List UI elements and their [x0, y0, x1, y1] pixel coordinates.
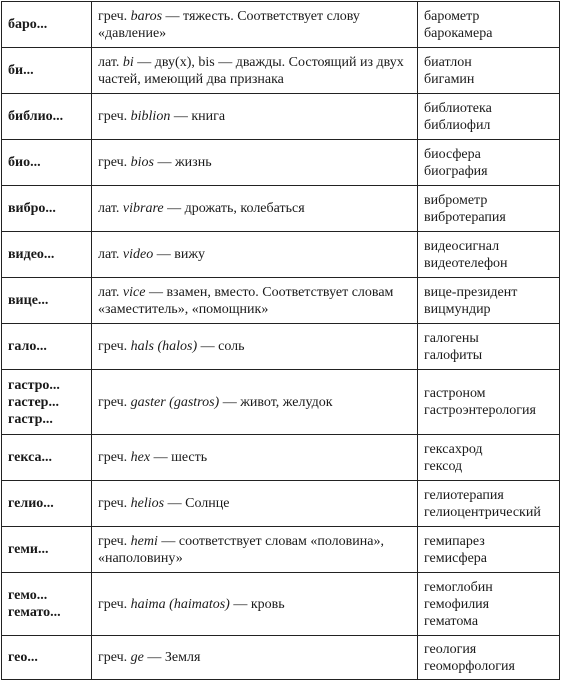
origin-cell: [92, 278, 418, 324]
example-word: гастроэнтерология: [424, 403, 536, 418]
example-word: вибротерапия: [424, 209, 506, 225]
origin-meaning: — дву(х), bis — дважды. Состоящий из двух частей, имеющий два признака: [98, 54, 404, 87]
origin-language: греч.: [98, 596, 128, 612]
origin-meaning: — соль: [200, 339, 245, 354]
prefix-text: био...: [8, 155, 41, 170]
origin-cell: [92, 324, 418, 370]
example-word: гемисфера: [424, 550, 488, 566]
example-word: биатлон: [424, 54, 472, 70]
table-row: [2, 2, 560, 48]
prefix-cell: [2, 94, 92, 140]
prefix-text: гео...: [8, 650, 38, 665]
origin-language: греч.: [98, 394, 128, 410]
example-word: гемоглобин: [424, 579, 493, 595]
example-word: вицмундир: [424, 301, 491, 317]
origin-language: греч.: [98, 339, 128, 354]
prefix-text: гастер...: [8, 394, 59, 410]
table-row: [2, 140, 560, 186]
table-row: [2, 481, 560, 527]
prefix-table: [1, 1, 560, 680]
table-row: [2, 370, 560, 435]
table-row: [2, 435, 560, 481]
example-word: гелиотерапия: [424, 487, 504, 503]
origin-language: греч.: [98, 650, 128, 665]
prefix-cell: [2, 481, 92, 527]
example-word: гастроном: [424, 386, 486, 401]
examples-cell: [418, 2, 560, 48]
origin-term: hemi: [130, 533, 158, 549]
example-word: гексахрод: [424, 441, 483, 457]
prefix-cell: [2, 48, 92, 94]
origin-cell: [92, 94, 418, 140]
origin-language: греч.: [98, 496, 128, 511]
origin-meaning: — Земля: [147, 650, 201, 665]
origin-language: греч.: [98, 450, 128, 465]
example-word: геология: [424, 641, 477, 657]
examples-cell: [418, 186, 560, 232]
origin-cell: [92, 527, 418, 573]
prefix-text: баро...: [8, 17, 48, 32]
examples-cell: [418, 573, 560, 636]
origin-cell: [92, 636, 418, 680]
prefix-table-body: [2, 2, 560, 680]
origin-cell: [92, 48, 418, 94]
prefix-cell: [2, 278, 92, 324]
origin-term: bi: [122, 54, 134, 70]
example-word: видеосигнал: [424, 238, 500, 254]
example-word: биосфера: [424, 146, 481, 162]
prefix-text: вибро...: [8, 201, 56, 216]
origin-term: biblion: [130, 109, 171, 124]
example-word: гелиоцентрический: [424, 504, 541, 520]
origin-cell: [92, 370, 418, 435]
prefix-cell: [2, 324, 92, 370]
example-word: библиотека: [424, 100, 492, 116]
origin-meaning: — взамен, вместо. Соответствует словам «заместитель», «помощник»: [98, 284, 394, 317]
example-word: вице-президент: [424, 284, 518, 300]
origin-meaning: — живот, желудок: [222, 394, 333, 410]
origin-cell: [92, 481, 418, 527]
prefix-cell: [2, 573, 92, 636]
example-word: гемофилия: [424, 596, 490, 612]
origin-language: греч.: [98, 8, 128, 24]
example-word: гематома: [424, 613, 479, 629]
prefix-text: би...: [8, 63, 34, 78]
origin-meaning: — кровь: [233, 596, 285, 612]
examples-cell: [418, 527, 560, 573]
table-row: [2, 573, 560, 636]
examples-cell: [418, 435, 560, 481]
examples-cell: [418, 324, 560, 370]
examples-cell: [418, 140, 560, 186]
examples-cell: [418, 481, 560, 527]
origin-cell: [92, 573, 418, 636]
origin-term: hex: [130, 450, 151, 465]
origin-term: vibrare: [122, 201, 164, 216]
prefix-cell: [2, 370, 92, 435]
example-word: видеотелефон: [424, 255, 508, 271]
origin-term: gaster (gastros): [130, 394, 220, 410]
prefix-cell: [2, 435, 92, 481]
prefix-text: гемато...: [8, 605, 61, 620]
prefix-cell: [2, 636, 92, 680]
example-word: галофиты: [424, 347, 483, 363]
example-word: бигамин: [424, 71, 475, 87]
origin-cell: [92, 435, 418, 481]
table-row: [2, 48, 560, 94]
origin-cell: [92, 232, 418, 278]
origin-language: лат.: [98, 54, 120, 70]
origin-term: hals (halos): [130, 339, 198, 354]
example-word: виброметр: [424, 192, 488, 208]
prefix-text: библио...: [8, 109, 64, 124]
origin-meaning: — Солнце: [167, 496, 230, 511]
prefix-cell: [2, 2, 92, 48]
origin-meaning: — дрожать, колебаться: [167, 201, 305, 216]
prefix-text: гало...: [8, 339, 47, 354]
origin-language: лат.: [98, 284, 120, 300]
origin-cell: [92, 2, 418, 48]
prefix-text: гелио...: [8, 496, 54, 511]
example-word: барокамера: [424, 25, 493, 41]
origin-term: haima (haimatos): [130, 596, 230, 612]
prefix-text: гекса...: [8, 450, 52, 465]
origin-language: лат.: [98, 201, 120, 216]
origin-term: helios: [130, 496, 165, 511]
example-word: библиофил: [424, 117, 491, 133]
origin-term: video: [122, 247, 154, 262]
example-word: барометр: [424, 8, 480, 24]
example-word: галогены: [424, 330, 479, 346]
example-word: гексод: [424, 458, 463, 474]
prefix-text: геми...: [8, 542, 49, 557]
examples-cell: [418, 94, 560, 140]
prefix-cell: [2, 140, 92, 186]
examples-cell: [418, 278, 560, 324]
examples-cell: [418, 232, 560, 278]
origin-language: лат.: [98, 247, 120, 262]
examples-cell: [418, 370, 560, 435]
table-row: [2, 232, 560, 278]
prefix-text: гастр...: [8, 411, 53, 427]
example-word: геоморфология: [424, 658, 515, 674]
origin-term: baros: [130, 8, 163, 24]
origin-meaning: — жизнь: [157, 155, 212, 170]
examples-cell: [418, 48, 560, 94]
table-row: [2, 186, 560, 232]
prefix-text: гемо...: [8, 588, 48, 603]
origin-meaning: — книга: [173, 109, 226, 124]
example-word: биография: [424, 163, 488, 179]
prefix-cell: [2, 232, 92, 278]
prefix-text: гастро...: [8, 377, 60, 393]
origin-language: греч.: [98, 109, 128, 124]
table-row: [2, 527, 560, 573]
origin-meaning: — шесть: [153, 450, 208, 465]
table-row: [2, 94, 560, 140]
table-row: [2, 324, 560, 370]
origin-cell: [92, 140, 418, 186]
origin-language: греч.: [98, 155, 128, 170]
examples-cell: [418, 636, 560, 680]
table-row: [2, 636, 560, 680]
origin-meaning: — соответствует словам «половина», «наполовину»: [98, 533, 384, 566]
prefix-text: вице...: [8, 293, 49, 308]
example-word: гемипарез: [424, 533, 485, 549]
prefix-text: видео...: [8, 247, 55, 262]
prefix-cell: [2, 186, 92, 232]
origin-cell: [92, 186, 418, 232]
origin-term: bios: [130, 155, 154, 170]
origin-meaning: — вижу: [156, 247, 206, 262]
origin-term: vice: [122, 284, 146, 300]
origin-meaning: — тяжесть. Соответствует слову «давление»: [98, 8, 360, 41]
table-row: [2, 278, 560, 324]
origin-language: греч.: [98, 533, 128, 549]
prefix-cell: [2, 527, 92, 573]
origin-term: ge: [130, 650, 144, 665]
